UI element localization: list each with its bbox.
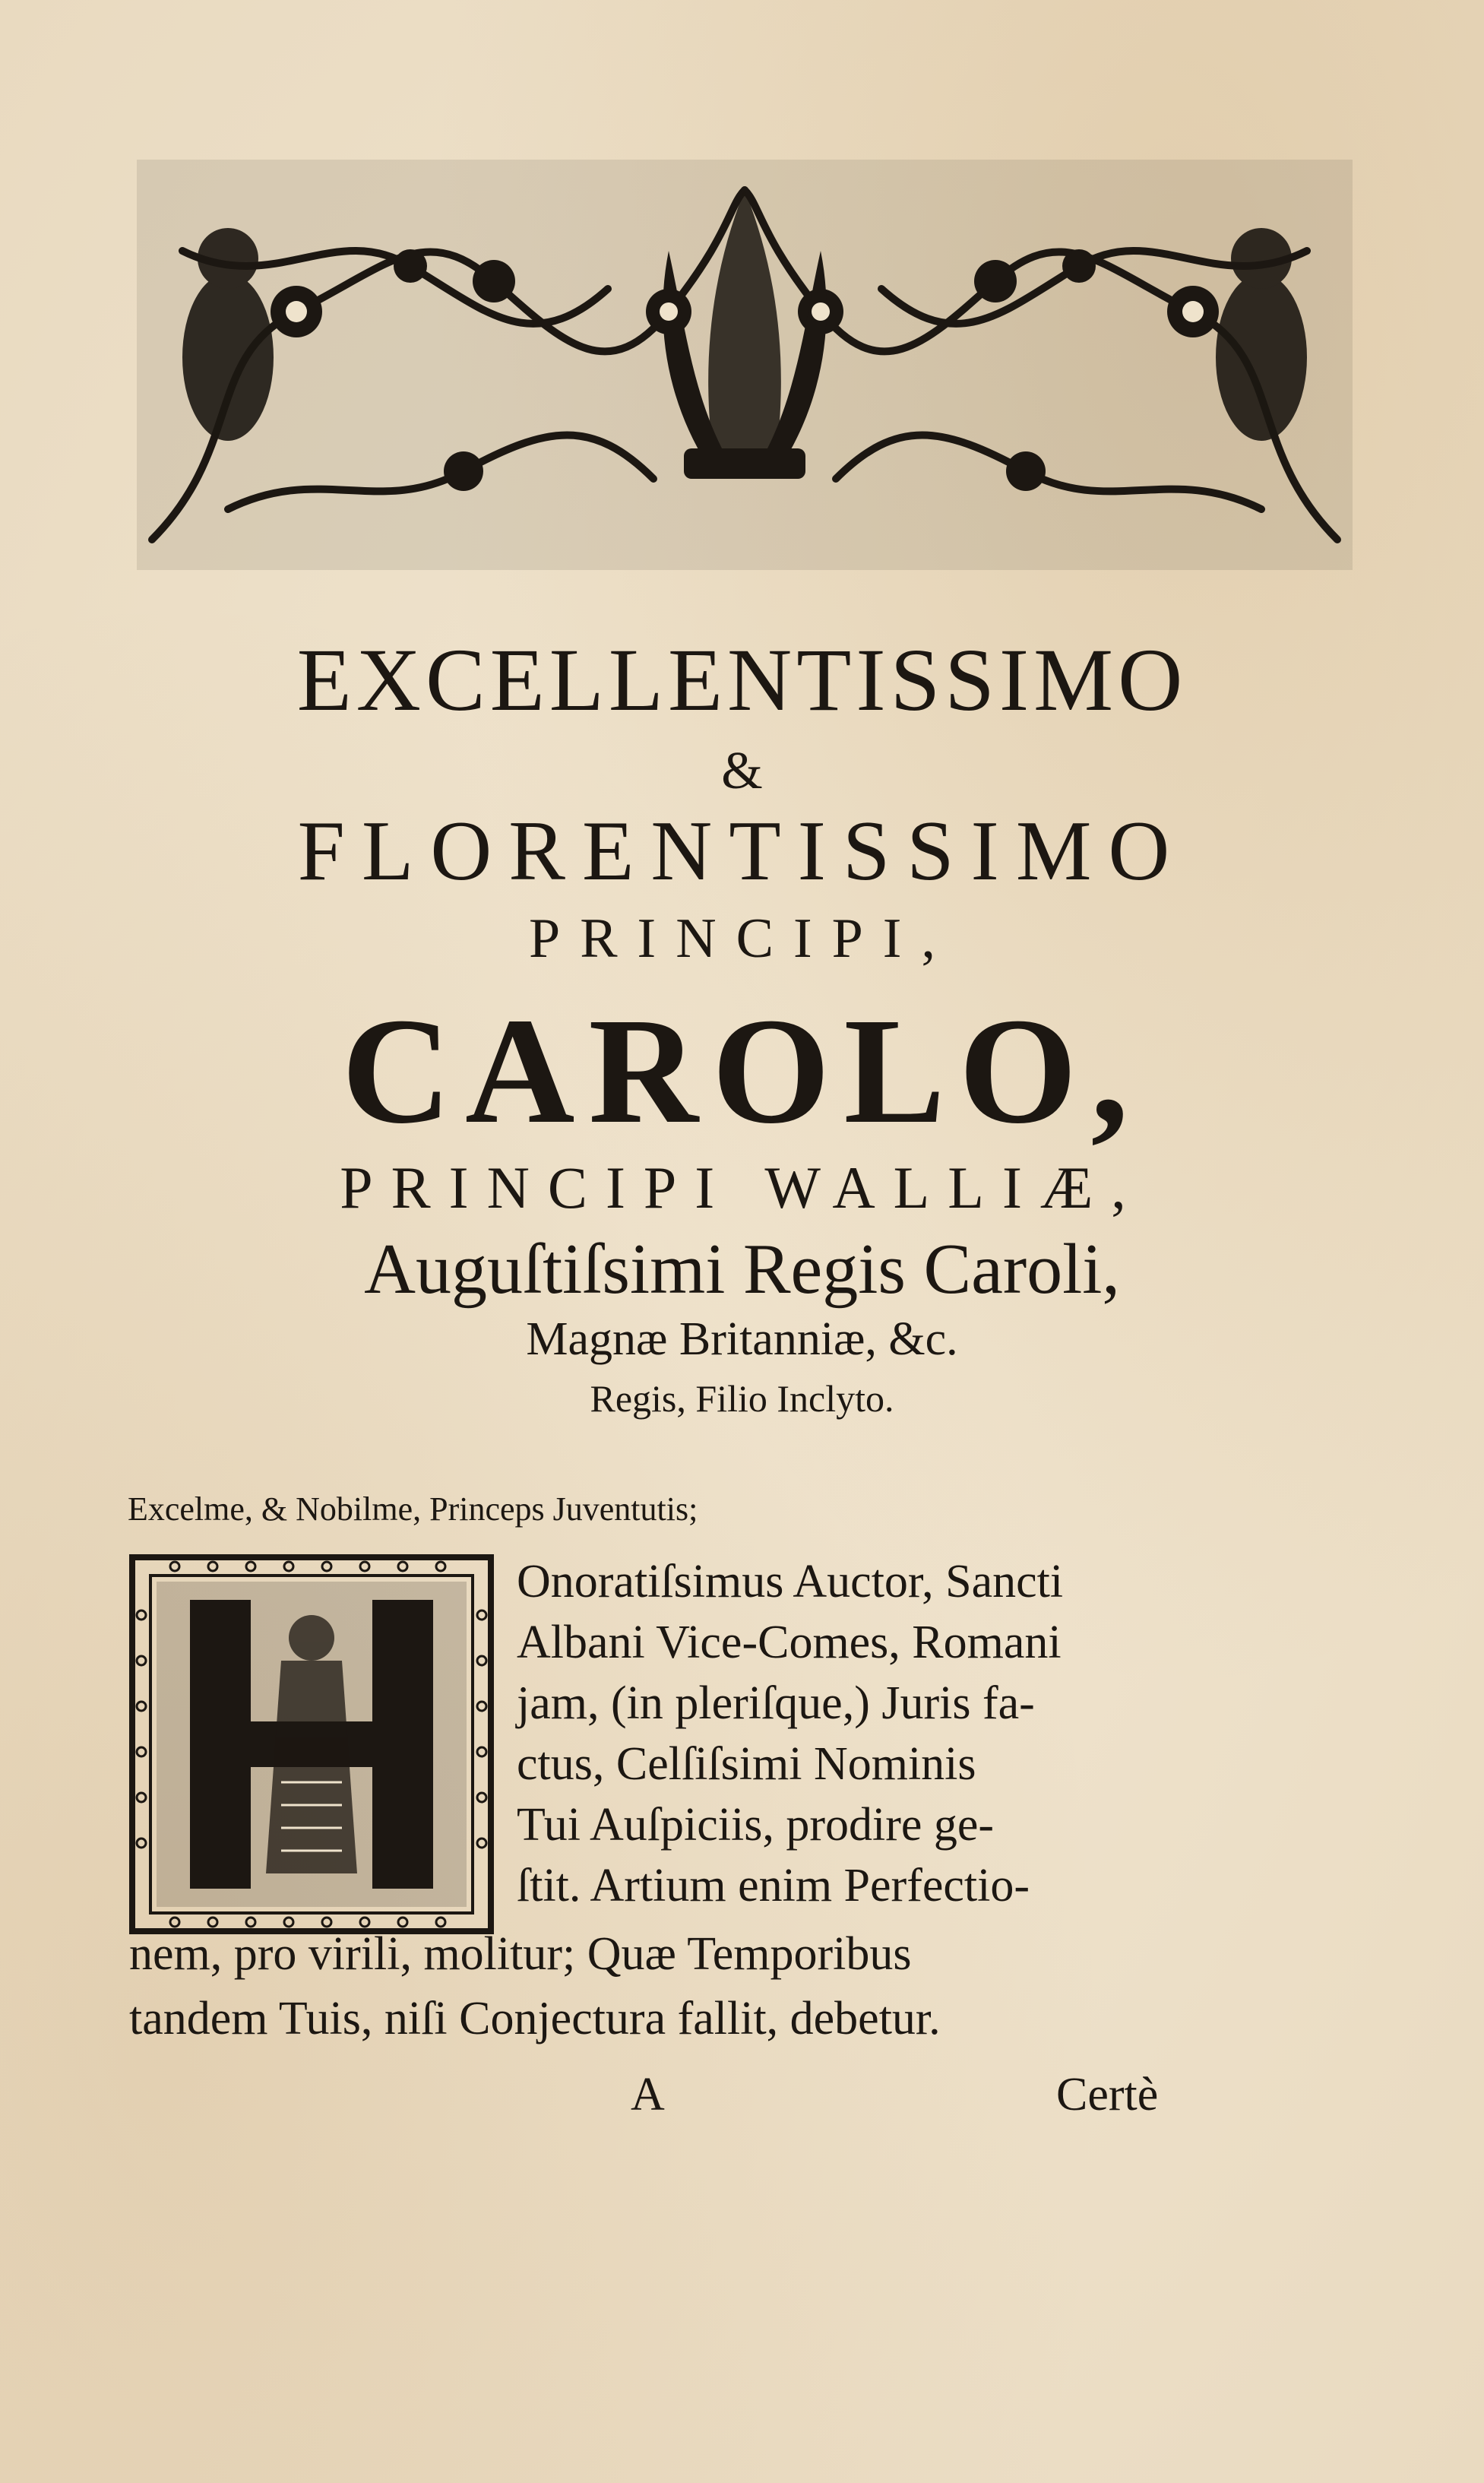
signature-mark: A: [631, 2069, 665, 2120]
body-line-5: Tui Auſpiciis, prodire ge-: [517, 1799, 995, 1851]
body-line-1: Onoratiſsimus Auctor, Sancti: [517, 1556, 1064, 1607]
salutation: Excelme, & Nobilme, Princeps Juventutis;: [128, 1490, 698, 1528]
dedication-ampersand: &: [721, 742, 763, 800]
dedication-line-regis-filio: Regis, Filio Inclyto.: [590, 1377, 894, 1420]
decorated-initial-h: [129, 1554, 494, 1934]
body-line-8: tandem Tuis, niſi Conjectura fallit, debetur.: [129, 1993, 941, 2044]
dedication-line-principi: PRINCIPI,: [529, 907, 955, 970]
dedication-line-augustissimi: Auguſtiſsimi Regis Caroli,: [364, 1230, 1120, 1309]
dedication-line-florentissimo: FLORENTISSIMO: [297, 804, 1187, 898]
body-line-3: jam, (in pleriſque,) Juris fa-: [517, 1677, 1035, 1729]
catchword: Certè: [1056, 2069, 1159, 2120]
dedication-line-excellentissimo: EXCELLENTISSIMO: [296, 630, 1188, 730]
ornamental-headpiece: [137, 160, 1353, 570]
dedication-line-magnae-britanniae: Magnæ Britanniæ, &c.: [526, 1313, 958, 1365]
body-line-7: nem, pro virili, molitur; Quæ Temporibus: [129, 1928, 912, 1980]
body-line-6: ſtit. Artium enim Perfectio-: [517, 1860, 1030, 1911]
dedication-name-carolo: CAROLO,: [341, 987, 1143, 1155]
dedication-line-principi-walliae: PRINCIPI WALLIÆ,: [340, 1154, 1144, 1221]
body-line-4: ctus, Celſiſsimi Nominis: [517, 1738, 976, 1790]
body-line-2: Albani Vice-Comes, Romani: [517, 1617, 1062, 1668]
